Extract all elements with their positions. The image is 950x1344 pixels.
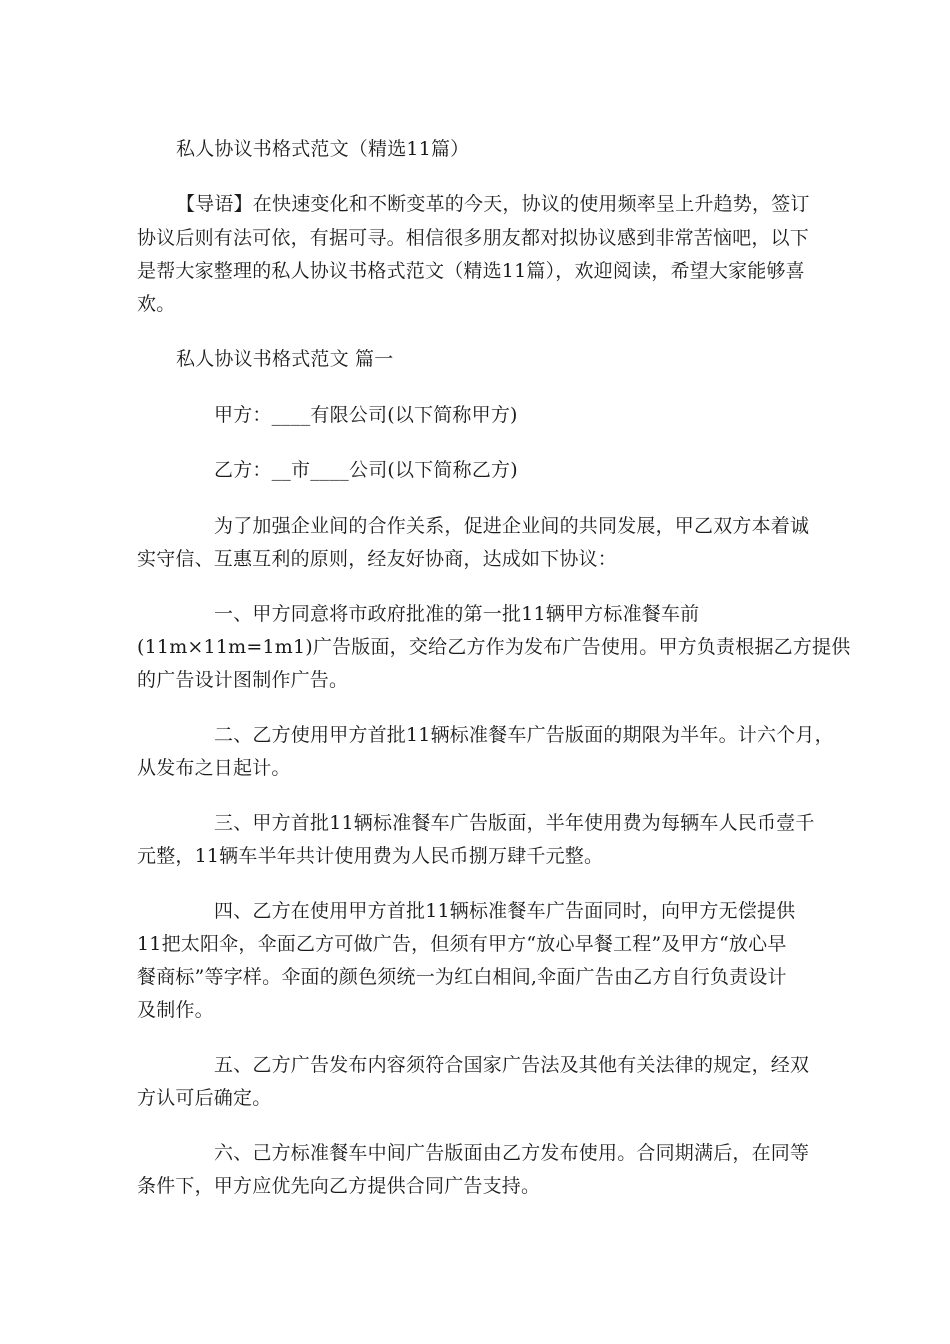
clause-line: 五、乙方广告发布内容须符合国家广告法及其他有关法律的规定，经双 — [214, 1054, 810, 1076]
clause-line: 二、乙方使用甲方首批11辆标准餐车广告版面的期限为半年。计六个月， — [214, 724, 834, 746]
document-title: 私人协议书格式范文（精选11篇） — [176, 138, 470, 160]
intro-line: 协议后则有法可依，有据可寻。相信很多朋友都对拟协议感到非常苦恼吧，以下 — [137, 227, 810, 249]
party-b-line: 乙方：__市____公司(以下简称乙方) — [214, 459, 518, 481]
clause-line: 及制作。 — [137, 999, 214, 1021]
intro-line: 欢。 — [137, 293, 176, 315]
party-a-line: 甲方：____有限公司(以下简称甲方) — [214, 404, 518, 426]
preamble-line: 实守信、互惠互利的原则，经友好协商，达成如下协议： — [137, 548, 618, 570]
intro-line: 是帮大家整理的私人协议书格式范文（精选11篇），欢迎阅读，希望大家能够喜 — [137, 260, 805, 282]
intro-line: 【导语】在快速变化和不断变革的今天，协议的使用频率呈上升趋势，签订 — [176, 193, 810, 215]
clause-line: 方认可后确定。 — [137, 1087, 272, 1109]
clause-line: (11m×11m=1m1)广告版面，交给乙方作为发布广告使用。甲方负责根据乙方提供 — [137, 636, 851, 658]
clause-line: 条件下，甲方应优先向乙方提供合同广告支持。 — [137, 1175, 541, 1197]
clause-line: 元整，11辆车半年共计使用费为人民币捌万肆千元整。 — [137, 845, 604, 867]
clause-line: 四、乙方在使用甲方首批11辆标准餐车广告面同时，向甲方无偿提供 — [214, 900, 796, 922]
clause-line: 11把太阳伞，伞面乙方可做广告，但须有甲方“放心早餐工程”及甲方“放心早 — [137, 933, 787, 955]
clause-line: 一、甲方同意将市政府批准的第一批11辆甲方标准餐车前 — [214, 603, 700, 625]
preamble-line: 为了加强企业间的合作关系，促进企业间的共同发展，甲乙双方本着诚 — [214, 515, 810, 537]
clause-line: 六、己方标准餐车中间广告版面由乙方发布使用。合同期满后，在同等 — [214, 1142, 810, 1164]
clause-line: 餐商标”等字样。伞面的颜色须统一为红白相间,伞面广告由乙方自行负责设计 — [137, 966, 787, 988]
section-heading: 私人协议书格式范文 篇一 — [176, 348, 394, 370]
clause-line: 从发布之日起计。 — [137, 757, 291, 779]
clause-line: 三、甲方首批11辆标准餐车广告版面，半年使用费为每辆车人民币壹千 — [214, 812, 815, 834]
clause-line: 的广告设计图制作广告。 — [137, 669, 349, 691]
